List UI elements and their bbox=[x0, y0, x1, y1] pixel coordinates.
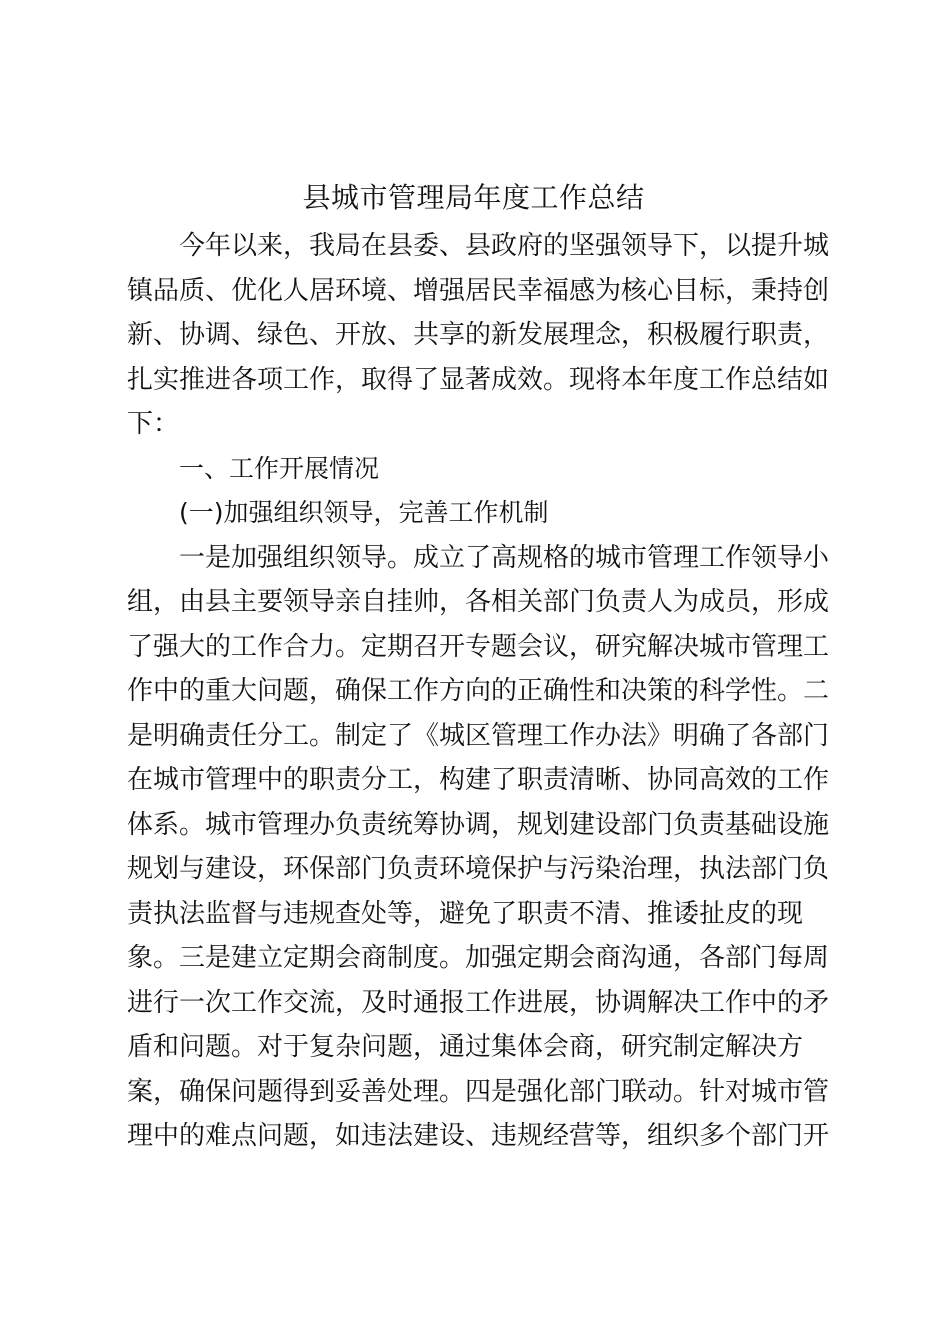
document-title: 县城市管理局年度工作总结 bbox=[302, 181, 645, 214]
intro-line: 新、协调、绿色、开放、共享的新发展理念，积极履行职责， bbox=[127, 320, 830, 350]
body-line: 了强大的工作合力。定期召开专题会议，研究解决城市管理工 bbox=[127, 631, 830, 662]
body-line: 组，由县主要领导亲自挂帅，各相关部门负责人为成员，形成 bbox=[127, 587, 830, 617]
body-line: 作中的重大问题，确保工作方向的正确性和决策的科学性。二 bbox=[127, 676, 830, 706]
body-line: 责执法监督与违规查处等，避免了职责不清、推诿扯皮的现 bbox=[127, 898, 804, 929]
body-line: 是明确责任分工。制定了《城区管理工作办法》明确了各部门 bbox=[127, 720, 830, 751]
section-heading: 一、工作开展情况 bbox=[179, 453, 380, 483]
body-line: 一是加强组织领导。成立了高规格的城市管理工作领导小 bbox=[179, 542, 830, 573]
body-line: 理中的难点问题，如违法建设、违规经营等，组织多个部门开 bbox=[127, 1121, 830, 1151]
intro-line: 扎实推进各项工作，取得了显著成效。现将本年度工作总结如 bbox=[127, 364, 830, 395]
intro-line: 今年以来，我局在县委、县政府的坚强领导下，以提升城 bbox=[179, 231, 830, 261]
body-line: 盾和问题。对于复杂问题，通过集体会商，研究制定解决方 bbox=[127, 1032, 804, 1062]
intro-line: 镇品质、优化人居环境、增强居民幸福感为核心目标，秉持创 bbox=[127, 275, 830, 306]
body-line: 象。三是建立定期会商制度。加强定期会商沟通，各部门每周 bbox=[127, 943, 830, 973]
document-page bbox=[127, 172, 830, 1159]
intro-paragraph bbox=[127, 224, 830, 447]
body-line: 体系。城市管理办负责统筹协调，规划建设部门负责基础设施 bbox=[127, 809, 830, 840]
body-line: 在城市管理中的职责分工，构建了职责清晰、协同高效的工作 bbox=[127, 765, 830, 795]
body-line: 规划与建设，环保部门负责环境保护与污染治理，执法部门负 bbox=[127, 854, 830, 884]
intro-line: 下： bbox=[127, 409, 180, 439]
body-paragraph bbox=[127, 536, 830, 1159]
subsection-heading: (一)加强组织领导，完善工作机制 bbox=[179, 498, 549, 527]
body-line: 进行一次工作交流，及时通报工作进展，协调解决工作中的矛 bbox=[127, 987, 830, 1018]
body-line: 案，确保问题得到妥善处理。四是强化部门联动。针对城市管 bbox=[127, 1076, 830, 1107]
